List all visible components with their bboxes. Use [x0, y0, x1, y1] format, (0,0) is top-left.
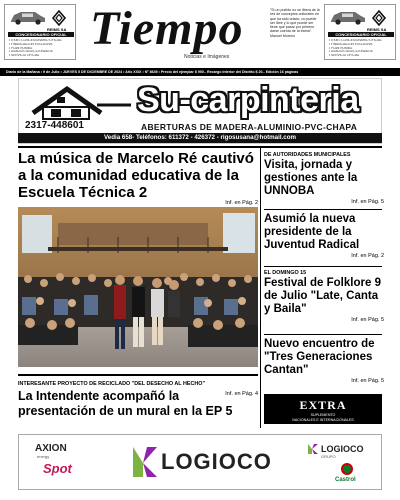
spot-logo: Spot: [43, 461, 72, 476]
ad-contact-bar: Vedia 658- Teléfonos: 611372 - 426372 - rigosusana@hotmail.com: [18, 133, 382, 143]
dealer-lines: • 0 KM • CONCESIONARIO OFICIAL • FINANCIACION EXCLUSIVA • PLAN ROMBO • USADOS SELECCIONADOS • SERVICIO OFICIAL: [329, 39, 382, 58]
side-page-ref: Inf. en Pág. 5: [351, 317, 384, 323]
ad-brand-name: Su-carpinteria: [137, 81, 359, 119]
dealer-bar: CONCESIONARIO OFICIAL: [8, 32, 74, 37]
ad-phone: 2317-448601: [25, 120, 84, 131]
extra-supplement-box[interactable]: [264, 394, 382, 424]
dealer-brand: REIMS SA: [47, 27, 67, 32]
dealer-lines: • 0 KM • CONCESIONARIO OFICIAL • FINANCIACION EXCLUSIVA • PLAN ROMBO • USADOS SELECCIONADOS • SERVICIO OFICIAL: [9, 39, 62, 58]
side-page-ref: Inf. en Pág. 2: [351, 253, 384, 259]
side-kicker: DE AUTORIDADES MUNICIPALES: [264, 152, 351, 158]
side-page-ref: Inf. en Pág. 5: [351, 199, 384, 205]
side-headline: Nuevo encuentro de "Tres Generaciones Cantan": [264, 338, 375, 376]
edition-info-bar: Diario de la Mañana • 9 de Julio • JUEVES 5 DE DICIEMBRE DE 2024 • Año XXIX • Nº 8649 • Precio del ejemplar $ 900.- Recargo interior del Distrito $ 20.- Edición 16 páginas: [0, 68, 400, 76]
main-page-ref: Inf. en Pág. 2: [225, 200, 258, 206]
car-icon: [9, 9, 47, 25]
main-headline[interactable]: La música de Marcelo Ré cautivó a la comunidad educativa de la Escuela Técnica 2: [18, 150, 254, 201]
main-article-photo[interactable]: [18, 207, 258, 367]
dealer-brand: REIMS SA: [367, 27, 387, 32]
main-bottom-rule: [18, 374, 258, 376]
renault-logo-icon: [371, 10, 387, 26]
logioco-small-logo: LOGIOCO: [321, 444, 364, 454]
extra-line1: SUPLEMENTO: [310, 413, 336, 417]
masthead: [0, 0, 400, 68]
second-page-ref: Inf. en Pág. 4: [225, 391, 258, 397]
dealer-ad-right[interactable]: [324, 4, 396, 60]
side-rule: [264, 209, 382, 210]
side-headline: Asumió la nueva presidente de la Juventud Radical: [264, 213, 360, 251]
dealer-bar: CONCESIONARIO OFICIAL: [328, 32, 394, 37]
second-kicker: INTERESANTE PROYECTO DE RECICLADO "DEL DESECHO AL HECHO": [18, 381, 206, 387]
side-rule: [264, 334, 382, 335]
newspaper-title: Tiempo: [90, 2, 244, 55]
extra-title: EXTRA: [299, 398, 347, 412]
extra-line2: NACIONALES E INTERNACIONALES: [292, 417, 354, 422]
car-icon: [329, 9, 367, 25]
side-article[interactable]: [264, 338, 384, 384]
dealer-ad-left[interactable]: [4, 4, 76, 60]
masthead-quote: "Si un pueblo no se libera de la red de conceptos culturales en que ha sido criado, no puede ser libre y lo que puede ser tiene que pasar por primero darse cuenta de la trama". Manuel Moreno: [270, 8, 320, 38]
top-rule: [18, 146, 382, 148]
column-divider: [260, 148, 261, 428]
logioco-small-subtitle: GRUPO: [321, 454, 336, 459]
castrol-logo: Castrol: [335, 477, 356, 483]
school-gym-photo-image: [18, 207, 258, 367]
logioco-small-mark-icon: [307, 443, 319, 455]
castrol-icon: [341, 463, 353, 475]
axion-subtitle: energy: [37, 454, 50, 459]
side-headline: Visita, jornada y gestiones ante la UNNOBA: [264, 159, 358, 197]
second-headline[interactable]: La Intendente acompañó la presentación de un mural en la EP 5: [18, 389, 233, 418]
side-rule: [264, 266, 382, 267]
sponsor-banner[interactable]: [18, 434, 382, 490]
side-page-ref: Inf. en Pág. 5: [351, 378, 384, 384]
axion-logo: AXION: [35, 443, 67, 454]
side-article[interactable]: [264, 270, 384, 323]
newspaper-logo[interactable]: [84, 4, 264, 62]
newspaper-subtitle: Noticias e Imágenes: [184, 54, 230, 60]
side-article[interactable]: [264, 213, 384, 259]
side-article[interactable]: [264, 152, 384, 205]
side-kicker: EL DOMINGO 15: [264, 270, 307, 276]
logioco-logo: LOGIOCO: [161, 449, 272, 474]
ad-subline: ABERTURAS DE MADERA-ALUMINIO-PVC-CHAPA: [141, 122, 358, 132]
side-headline: Festival de Folklore 9 de Julio "Late, Canta y Baila": [264, 277, 381, 315]
renault-logo-icon: [51, 10, 67, 26]
logioco-mark-icon: [129, 445, 159, 479]
